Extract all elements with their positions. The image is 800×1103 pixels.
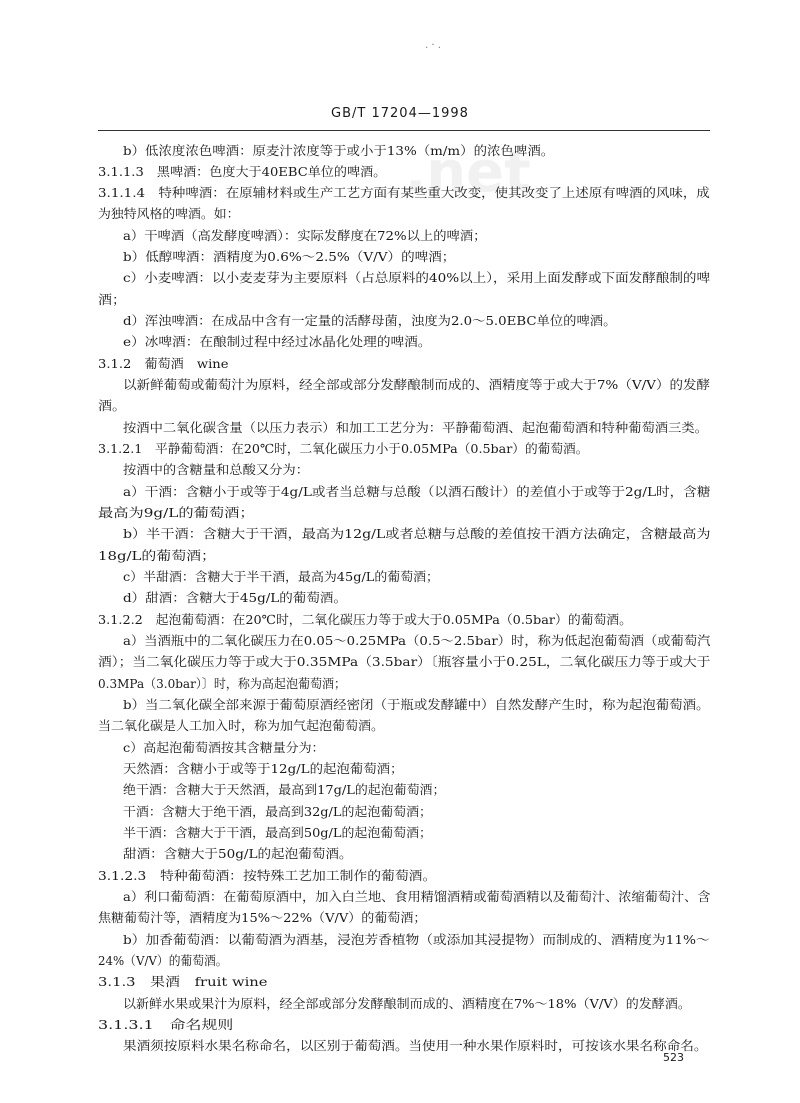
body-line: 按酒中二氧化碳含量（以压力表示）和加工工艺分为：平静葡萄酒、起泡葡萄酒和特种葡萄酒三类。 xyxy=(123,420,708,435)
list-item: d）浑浊啤酒：在成品中含有一定量的活酵母菌，浊度为2.0～5.0EBC单位的啤酒。 xyxy=(123,313,617,328)
list-item: 绝干酒：含糖大于天然酒，最高到17g/L的起泡葡萄酒； xyxy=(123,782,446,797)
list-item: a）干酒：含糖小于或等于4g/L或者当总糖与总酸（以酒石酸计）的差值小于或等于2g/L时，含糖 xyxy=(123,484,711,499)
body-line: 为独特风格的啤酒。如： xyxy=(98,206,240,221)
body-line: 按酒中的含糖量和总酸又分为： xyxy=(123,462,310,477)
list-item: a）当酒瓶中的二氧化碳压力在0.05～0.25MPa（0.5～2.5bar）时，称为低起泡葡萄酒（或葡萄汽 xyxy=(123,633,711,648)
body-line: 焦糖葡萄汁等，酒精度为15%～22%（V/V）的葡萄酒； xyxy=(98,910,427,925)
section-heading: 3.1.2.1 平静葡萄酒：在20℃时，二氧化碳压力小于0.05MPa（0.5bar）的葡萄酒。 xyxy=(98,441,589,456)
body-line: 酒； xyxy=(98,292,127,307)
body-line: 酒。 xyxy=(98,398,127,413)
section-heading: 3.1.2 葡萄酒 wine xyxy=(98,356,229,371)
header-rule xyxy=(98,130,710,131)
body-line: 最高为9g/L的葡萄酒； xyxy=(98,505,255,520)
list-item: b）半干酒：含糖大于干酒，最高为12g/L或者总糖与总酸的差值按干酒方法确定，含糖最高为 xyxy=(123,526,711,541)
body-line: 以新鲜水果或果汁为原料，经全部或部分发酵酿制而成的、酒精度在7%～18%（V/V）的发酵酒。 xyxy=(123,996,691,1011)
section-heading: 3.1.3.1 命名规则 xyxy=(98,1017,234,1032)
list-item: a）利口葡萄酒：在葡萄原酒中，加入白兰地、食用精馏酒精或葡萄酒精以及葡萄汁、浓缩葡萄汁、含 xyxy=(123,889,711,904)
list-item: 天然酒：含糖小于或等于12g/L的起泡葡萄酒； xyxy=(123,761,404,776)
list-item: c）半甜酒：含糖大于半干酒，最高为45g/L的葡萄酒； xyxy=(123,569,439,584)
list-item: 甜酒：含糖大于50g/L的起泡葡萄酒。 xyxy=(123,846,353,861)
section-heading: 3.1.3 果酒 fruit wine xyxy=(98,974,268,989)
body-line: 0.3MPa（3.0bar）〕时，称为高起泡葡萄酒； xyxy=(98,676,347,691)
body-line: b）低浓度浓色啤酒：原麦汁浓度等于或小于13%（m/m）的浓色啤酒。 xyxy=(123,143,555,158)
standard-header: GB/T 17204—1998 xyxy=(331,106,469,121)
scan-dots: . · . xyxy=(425,40,441,51)
list-item: e）冰啤酒：在酿制过程中经过冰晶化处理的啤酒。 xyxy=(123,334,432,349)
body-line: 24%（V/V）的葡萄酒。 xyxy=(98,953,228,968)
list-item: d）甜酒：含糖大于45g/L的葡萄酒。 xyxy=(123,590,347,605)
list-item: 干酒：含糖大于绝干酒，最高到32g/L的起泡葡萄酒； xyxy=(123,804,432,819)
list-item: b）低醇啤酒：酒精度为0.6%～2.5%（V/V）的啤酒； xyxy=(123,249,456,264)
body-line: 果酒须按原料水果名称命名，以区别于葡萄酒。当使用一种水果作原料时，可按该水果名称命名。 xyxy=(123,1038,708,1053)
body-line: 酒）；当二氧化碳压力等于或大于0.35MPa（3.5bar）〔瓶容量小于0.25L，二氧化碳压力等于或大于 xyxy=(98,654,711,669)
section-heading: 3.1.1.3 黑啤酒：色度大于40EBC单位的啤酒。 xyxy=(98,164,387,179)
list-item: b）当二氧化碳全部来源于葡萄原酒经密闭（于瓶或发酵罐中）自然发酵产生时，称为起泡葡萄酒。 xyxy=(123,697,710,712)
body-line: 18g/L的葡萄酒； xyxy=(98,548,216,563)
list-item: 半干酒：含糖大于干酒，最高到50g/L的起泡葡萄酒； xyxy=(123,825,432,840)
body-line: 以新鲜葡萄或葡萄汁为原料，经全部或部分发酵酿制而成的、酒精度等于或大于7%（V/V）的发酵 xyxy=(123,377,711,392)
list-item: a）干啤酒（高发酵度啤酒）：实际发酵度在72%以上的啤酒； xyxy=(123,228,487,243)
section-heading: 3.1.2.2 起泡葡萄酒：在20℃时，二氧化碳压力等于或大于0.05MPa（0.5bar）的葡萄酒。 xyxy=(98,612,632,627)
page-number: 523 xyxy=(663,1051,684,1064)
list-item: c）小麦啤酒：以小麦麦芽为主要原料（占总原料的40%以上），采用上面发酵或下面发酵酿制的啤 xyxy=(123,270,711,285)
section-heading: 3.1.1.4 特种啤酒：在原辅材料或生产工艺方面有某些重大改变，使其改变了上述原有啤酒的风味，成 xyxy=(98,185,710,200)
body-line: 当二氧化碳是人工加入时，称为加气起泡葡萄酒。 xyxy=(98,718,385,733)
watermark: .net xyxy=(405,140,531,205)
list-item: c）高起泡葡萄酒按其含糖量分为： xyxy=(123,740,325,755)
list-item: b）加香葡萄酒：以葡萄酒为酒基，浸泡芳香植物（或添加其浸提物）而制成的、酒精度为11%～ xyxy=(123,932,710,947)
section-heading: 3.1.2.3 特种葡萄酒：按特殊工艺加工制作的葡萄酒。 xyxy=(98,868,437,883)
